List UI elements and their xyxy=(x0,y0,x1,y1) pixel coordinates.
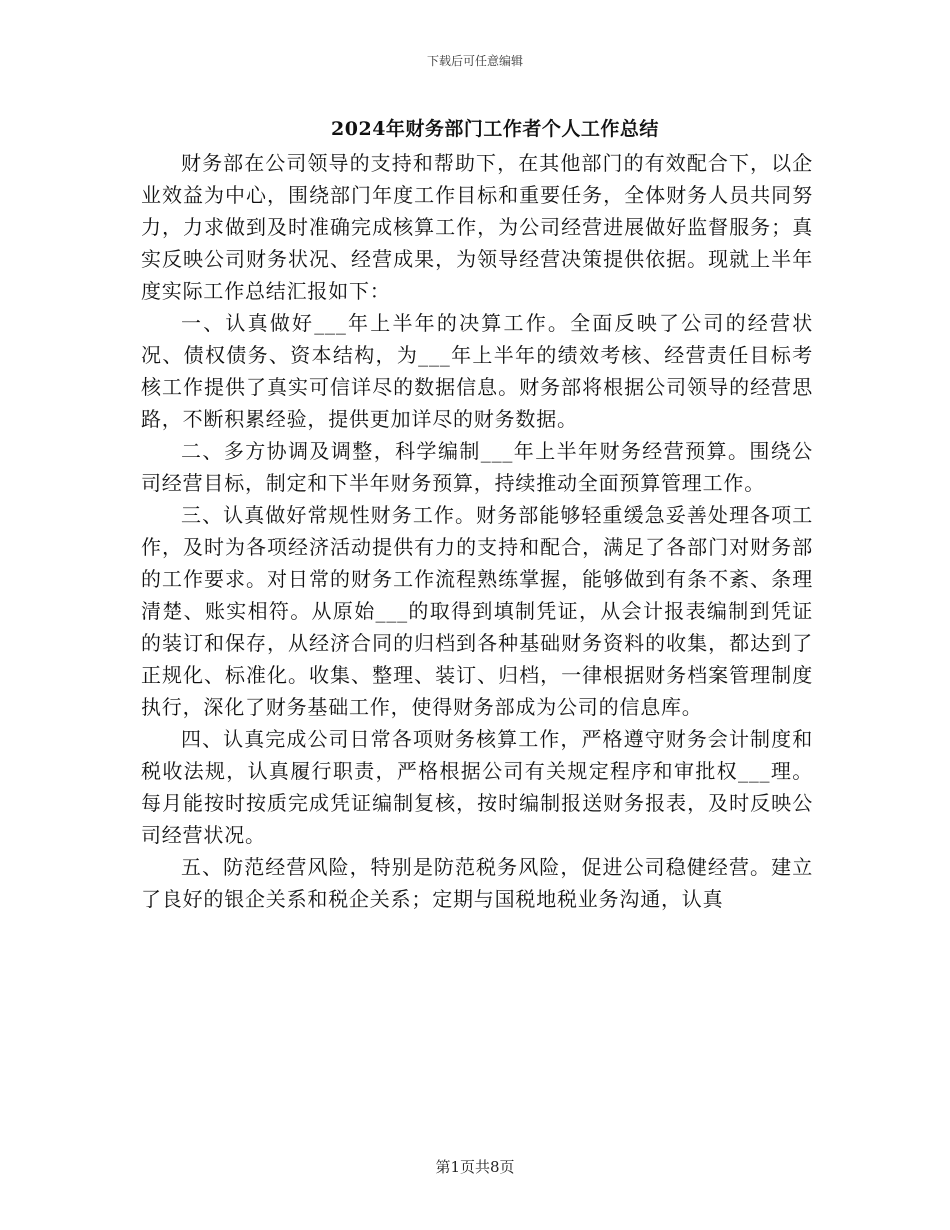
page-number-footer: 第1页共8页 xyxy=(435,1158,515,1176)
document-title: 2024年财务部门工作者个人工作总结 xyxy=(331,118,659,140)
paragraph-section-4: 四、认真完成公司日常各项财务核算工作，严格遵守财务会计制度和税收法规，认真履行职责，严格根据公司有关规定程序和审批权___理。每月能按时按质完成凭证编制复核，按时编制报送财务报表，及时反映公司经营状况。 xyxy=(141,727,813,847)
paragraph-intro: 财务部在公司领导的支持和帮助下，在其他部门的有效配合下，以企业效益为中心，围绕部门年度工作目标和重要任务，全体财务人员共同努力，力求做到及时准确完成核算工作，为公司经营进展做好监督服务；真实反映公司财务状况、经营成果，为领导经营决策提供依据。现就上半年度实际工作总结汇报如下： xyxy=(141,151,813,303)
document-body xyxy=(141,147,813,915)
paragraph-section-5: 五、防范经营风险，特别是防范税务风险，促进公司稳健经营。建立了良好的银企关系和税企关系；定期与国税地税业务沟通，认真 xyxy=(141,855,813,911)
paragraph-section-3: 三、认真做好常规性财务工作。财务部能够轻重缓急妥善处理各项工作，及时为各项经济活动提供有力的支持和配合，满足了各部门对财务部的工作要求。对日常的财务工作流程熟练掌握，能够做到有条不紊、条理清楚、账实相符。从原始___的取得到填制凭证，从会计报表编制到凭证的装订和保存，从经济合同的归档到各种基础财务资料的收集，都达到了正规化、标准化。收集、整理、装订、归档，一律根据财务档案管理制度执行，深化了财务基础工作，使得财务部成为公司的信息库。 xyxy=(141,503,813,719)
paragraph-section-1: 一、认真做好___年上半年的决算工作。全面反映了公司的经营状况、债权债务、资本结构，为___年上半年的绩效考核、经营责任目标考核工作提供了真实可信详尽的数据信息。财务部将根据公司领导的经营思路，不断积累经验，提供更加详尽的财务数据。 xyxy=(141,311,813,431)
paragraph-section-2: 二、多方协调及调整，科学编制___年上半年财务经营预算。围绕公司经营目标，制定和下半年财务预算，持续推动全面预算管理工作。 xyxy=(141,439,813,495)
page-header-note: 下载后可任意编辑 xyxy=(426,54,523,68)
